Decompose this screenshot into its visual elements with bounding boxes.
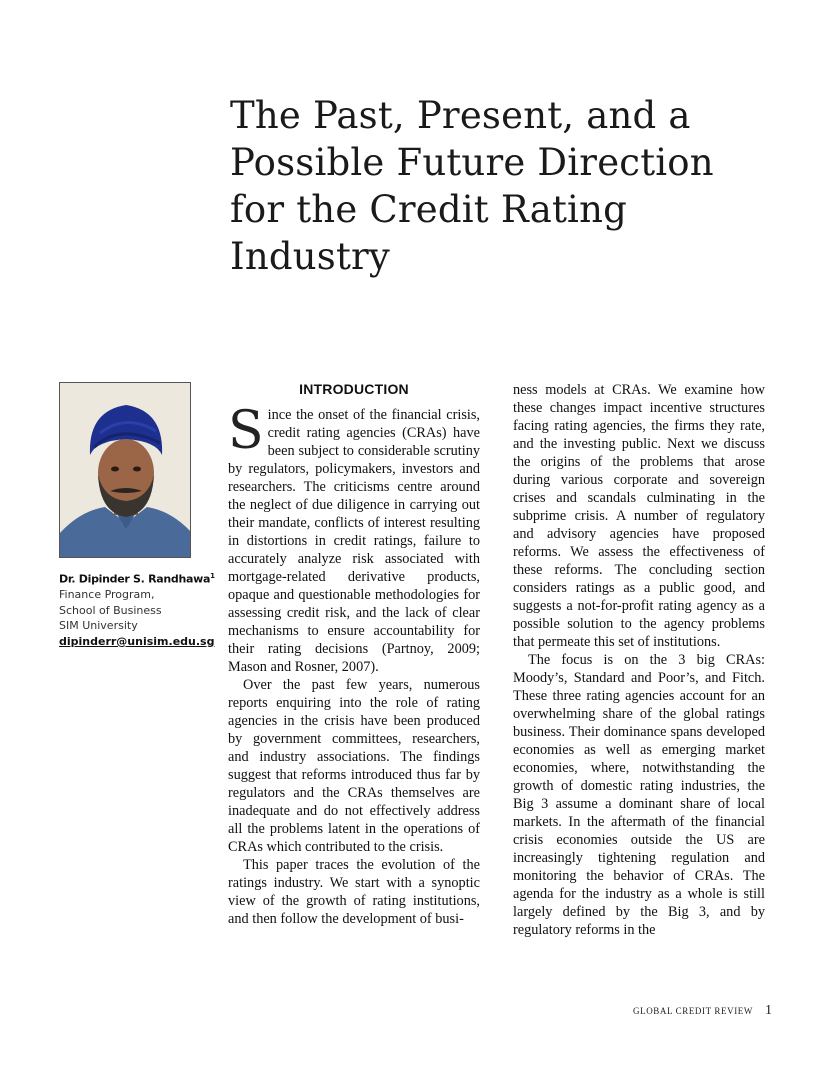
- author-email-link[interactable]: dipinderr@unisim.edu.sg: [59, 634, 215, 648]
- title-line: Possible Future Direction: [230, 141, 714, 184]
- paragraph: Over the past few years, numerous reports enquiring into the role of rating agencies in the crisis have been produced by government committees, researchers, and industry associations. The findings suggest that reforms introduced thus far by regulators and the CRAs themselves are inadequate and do not effectively address all the problems latent in the operations of CRAs which contributed to the crisis.: [228, 677, 480, 855]
- journal-name: GLOBAL CREDIT REVIEW: [633, 1006, 753, 1016]
- section-heading: INTRODUCTION: [299, 381, 409, 397]
- paragraph: Since the onset of the financial crisis, credit rating agencies (CRAs) have been subject to considerable scrutiny by regulators, policymakers, investors and researchers. The criticisms centre around the neglect of due diligence in carrying out their mandate, conflicts of interest resulting in distortions in credit ratings, failure to accurately analyze risk associated with mortgage-related derivative products, opaque and questionable methodologies for assessing credit risk, and the lack of clear mechanisms to ensure accountability for their rating decisions (Partnoy, 2009; Mason and Rosner, 2007).: [228, 401, 480, 675]
- author-portrait-image: [60, 383, 191, 558]
- paragraph: This paper traces the evolution of the ratings industry. We start with a synoptic view of the growth of rating institutions, and then follow the development of busi-: [228, 857, 480, 927]
- title-line: Industry: [230, 235, 391, 278]
- author-affiliation: SIM University: [59, 619, 138, 633]
- author-affiliation: Finance Program,: [59, 588, 155, 602]
- paragraph: The focus is on the 3 big CRAs: Moody’s, Standard and Poor’s, and Fitch. These three rating agencies account for an overwhelming share of the global ratings business. Their dominance spans developed economies as well as emerging market economies, where, notwithstanding the growth of domestic rating industries, the Big 3 assume a dominant share of local markets. In the aftermath of the financial crisis economies outside the US are increasingly tightening regulation and monitoring the behavior of CRAs. The agenda for the industry as a whole is still largely defined by the Big 3, and by regulatory reforms in the: [513, 652, 765, 938]
- author-name: Dr. Dipinder S. Randhawa$^1$: [59, 572, 215, 586]
- author-photo: [59, 382, 191, 558]
- author-affiliation: School of Business: [59, 603, 162, 617]
- footnote-mark: 1: [210, 572, 215, 580]
- body-column-right: [513, 381, 765, 939]
- page-footer: [633, 1003, 772, 1019]
- paper-title: [230, 92, 770, 280]
- drop-cap: S: [228, 401, 264, 461]
- title-line: The Past, Present, and a: [230, 94, 691, 137]
- title-line: for the Credit Rating: [230, 188, 627, 231]
- paragraph: ness models at CRAs. We examine how these changes impact incentive structures facing rating agencies, the firms they rate, and the investing public. Next we discuss the origins of the problems that arose during various corporate and sovereign crises and scandals culminating in the subprime crisis. A number of regulatory and advisory agencies have proposed reforms. We assess the effectiveness of these reforms. The concluding section considers ratings as a public good, and suggests a not-for-profit rating agency as a possible solution to the agency problems that permeate this set of institutions.: [513, 382, 765, 650]
- page-number: 1: [765, 1003, 772, 1018]
- author-block: [59, 569, 219, 649]
- body-column-left: [228, 380, 480, 928]
